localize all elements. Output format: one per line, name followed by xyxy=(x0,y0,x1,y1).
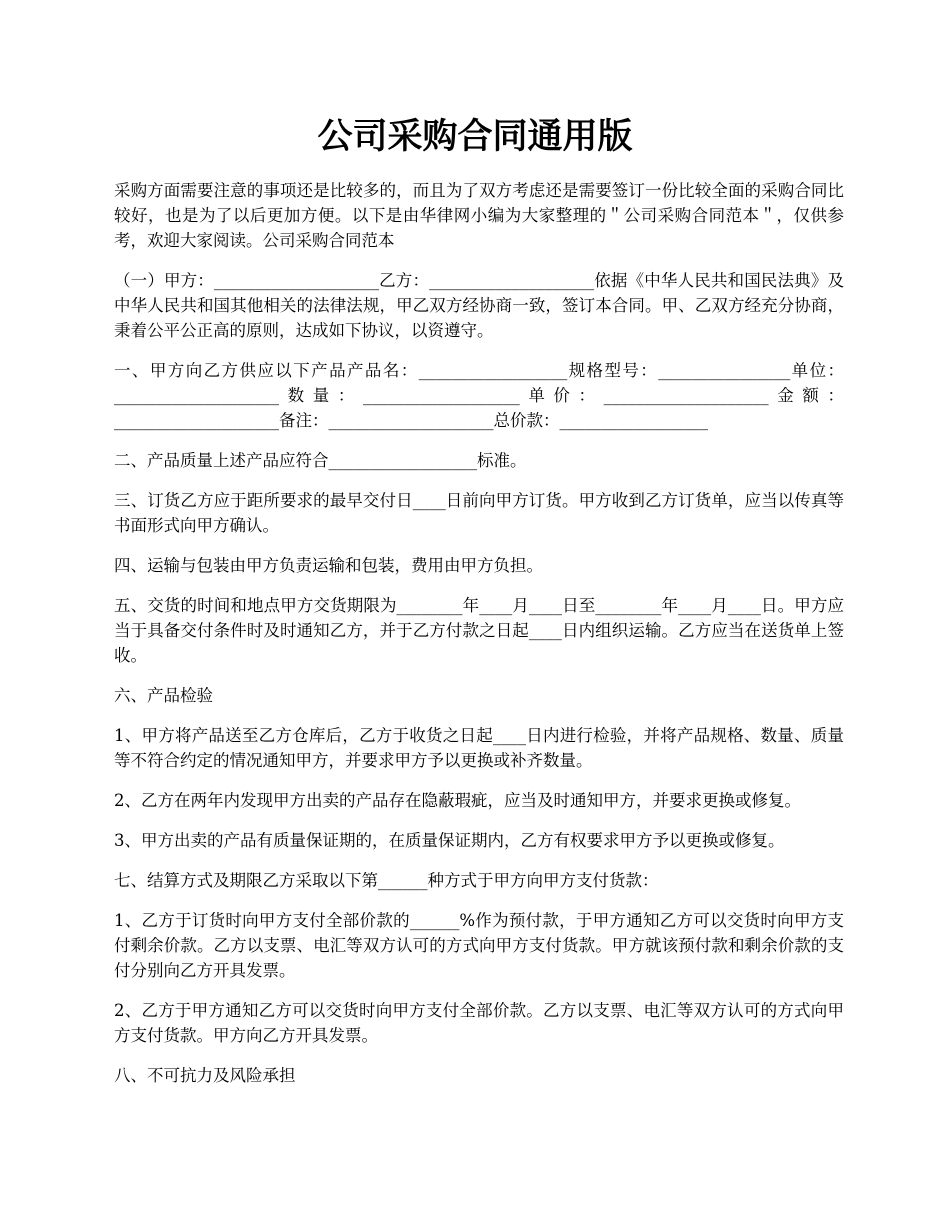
clause-4-transport: 四、运输与包装由甲方负责运输和包装，费用由甲方负担。 xyxy=(114,556,543,575)
clause-2-quality: 二、产品质量上述产品应符合__________________标准。 xyxy=(114,451,527,470)
clause-6-heading: 六、产品检验 xyxy=(114,686,213,705)
document-title: 公司采购合同通用版 xyxy=(317,116,633,157)
clause-5-delivery: 五、交货的时间和地点甲方交货期限为________年____月____日至________年____月____日。甲方应当于具备交付条件时及时通知乙方，并于乙方付款之日起____日内组织运输。乙方应当在送货单上签收。 xyxy=(114,596,845,665)
parties-paragraph: （一）甲方：____________________乙方：____________________依据《中华人民共和国民法典》及中华人民共和国其他相关的法律法规，甲乙双方经协商一致，签订本合同。甲、乙双方经充分协商，秉着公平公正高的原则，达成如下协议，以资遵守。 xyxy=(114,271,844,340)
intro-paragraph: 采购方面需要注意的事项还是比较多的，而且为了双方考虑还是需要签订一份比较全面的采购合同比较好，也是为了以后更加方便。以下是由华律网小编为大家整理的＂公司采购合同范本＂，仅供参考，欢迎大家阅读。公司采购合同范本 xyxy=(114,181,844,250)
clause-3-ordering: 三、订货乙方应于距所要求的最早交付日____日前向甲方订货。甲方收到乙方订货单，应当以传真等书面形式向甲方确认。 xyxy=(114,491,844,535)
clause-8-heading: 八、不可抗力及风险承担 xyxy=(114,1066,296,1085)
document-body xyxy=(114,178,844,1103)
clause-7-item-2: 2、乙方于甲方通知乙方可以交货时向甲方支付全部价款。乙方以支票、电汇等双方认可的方式向甲方支付货款。甲方向乙方开具发票。 xyxy=(114,1001,844,1045)
clause-6-item-3: 3、甲方出卖的产品有质量保证期的，在质量保证期内，乙方有权要求甲方予以更换或修复。 xyxy=(114,831,785,850)
clause-6-item-1: 1、甲方将产品送至乙方仓库后，乙方于收货之日起____日内进行检验，并将产品规格、数量、质量等不符合约定的情况通知甲方，并要求甲方予以更换或补齐数量。 xyxy=(114,726,844,770)
clause-7-heading: 七、结算方式及期限乙方采取以下第______种方式于甲方向甲方支付货款： xyxy=(114,871,659,890)
clause-6-item-2: 2、乙方在两年内发现甲方出卖的产品存在隐蔽瑕疵，应当及时通知甲方，并要求更换或修复。 xyxy=(114,791,801,810)
clause-1-products: 一、甲方向乙方供应以下产品产品名：__________________规格型号：________________单位：____________________数量：___________________单价：____________________金额：____________________备注：____________________总价款：__________________ xyxy=(114,361,844,430)
clause-7-item-1: 1、乙方于订货时向甲方支付全部价款的______%作为预付款，于甲方通知乙方可以交货时向甲方支付剩余价款。乙方以支票、电汇等双方认可的方式向甲方支付货款。甲方就该预付款和剩余价款的支付分别向乙方开具发票。 xyxy=(114,911,844,980)
